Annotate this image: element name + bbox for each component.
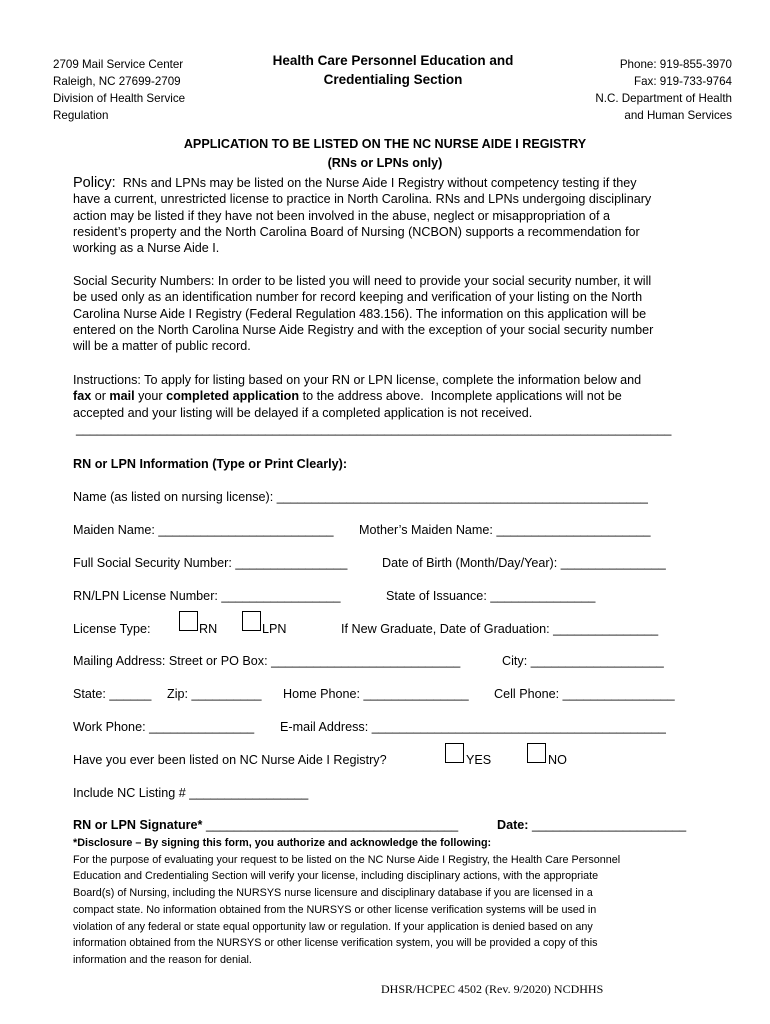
section-name-line: Credentialing Section	[323, 72, 463, 87]
graduation-row	[341, 622, 658, 636]
policy-line: action may be listed if they have not been involved in the abuse, neglect or misappropriation of a	[73, 208, 610, 223]
policy-line: have a current, unrestricted license to practice in North Carolina. RNs and LPNs undergoing disciplinary	[73, 192, 652, 207]
mailing-address-label: Mailing Address: Street or PO Box:	[73, 654, 272, 668]
form-number: DHSR/HCPEC 4502 (Rev. 9/2020) NCDHHS	[381, 982, 604, 996]
section-name-line: Health Care Personnel Education and	[272, 53, 514, 68]
cell-phone-label: Cell Phone:	[494, 687, 563, 701]
state-issuance-row	[386, 589, 595, 603]
ssn-row	[73, 556, 347, 570]
instructions-paragraph	[73, 372, 671, 437]
cell-phone-row	[494, 687, 675, 701]
yes-option-label: YES	[466, 753, 492, 767]
graduation-date-field[interactable]: _______________	[553, 622, 659, 636]
rn-checkbox[interactable]	[179, 611, 198, 631]
city-label: City:	[502, 654, 531, 668]
home-phone-field[interactable]: _______________	[363, 687, 469, 701]
mailing-address-row	[73, 654, 460, 668]
work-phone-row	[73, 720, 254, 734]
sender-address	[53, 56, 185, 124]
work-phone-label: Work Phone:	[73, 720, 150, 734]
signature-field[interactable]: ____________________________________	[205, 818, 459, 832]
contact-info	[595, 56, 732, 124]
ssn-label: Full Social Security Number:	[73, 556, 236, 570]
license-type-label: License Type:	[73, 622, 151, 636]
listing-number-field[interactable]: _________________	[189, 786, 309, 800]
disclosure-line: information obtained from the NURSYS or other license verification system, you will be provided a copy of this	[73, 937, 598, 950]
address-line: 2709 Mail Service Center	[53, 58, 184, 71]
department-line: N.C. Department of Health	[595, 92, 732, 105]
instructions-line: Instructions: To apply for listing based on your RN or LPN license, complete the information below and	[73, 373, 642, 387]
instructions-line	[73, 388, 671, 404]
home-phone-row	[283, 687, 469, 701]
phone: Phone: 919-855-3970	[619, 58, 732, 71]
name-field[interactable]: _____________________________________________________	[276, 490, 648, 504]
email-label: E-mail Address:	[280, 720, 372, 734]
state-row	[73, 687, 151, 701]
graduation-label: If New Graduate, Date of Graduation:	[341, 622, 554, 636]
disclosure-line: Board(s) of Nursing, including the NURSYS nurse licensure and disciplinary database if you are licensed in a	[73, 887, 593, 900]
license-number-label: RN/LPN License Number:	[73, 589, 222, 603]
signature-label: RN or LPN Signature*	[73, 818, 206, 832]
home-phone-label: Home Phone:	[283, 687, 364, 701]
completed-application-phrase: completed application	[166, 389, 300, 404]
maiden-name-field[interactable]: _________________________	[158, 523, 334, 537]
ssn-paragraph	[73, 273, 653, 354]
name-label: Name (as listed on nursing license):	[73, 490, 277, 504]
dob-row	[382, 556, 666, 570]
dob-field[interactable]: _______________	[560, 556, 666, 570]
email-row	[280, 720, 666, 734]
maiden-name-row	[73, 523, 334, 537]
maiden-name-label: Maiden Name:	[73, 523, 159, 537]
instructions-rest: to the address above. Incomplete applications will not be	[299, 389, 622, 404]
separator-rule: _____________________________________________________________________________________	[76, 421, 672, 436]
license-number-field[interactable]: _________________	[221, 589, 341, 603]
ssn-line: entered on the North Carolina Nurse Aide Registry and with the exception of your social security number	[73, 322, 654, 337]
fax-word: fax	[73, 389, 92, 404]
lpn-option-label: LPN	[262, 622, 287, 636]
state-label: State:	[73, 687, 110, 701]
zip-label: Zip:	[167, 687, 192, 701]
disclosure-line: violation of any federal or state equal opportunity law or regulation. If your application is denied based on any	[73, 920, 593, 933]
policy-line: working as a Nurse Aide I.	[73, 241, 220, 256]
zip-row	[167, 687, 262, 701]
rn-option-label: RN	[199, 622, 218, 636]
registry-question: Have you ever been listed on NC Nurse Aide I Registry?	[73, 753, 387, 767]
yes-checkbox[interactable]	[445, 743, 464, 763]
disclosure-line: compact state. No information obtained from the NURSYS or other license verification systems will be used in	[73, 903, 597, 916]
state-field[interactable]: ______	[109, 687, 152, 701]
fax: Fax: 919-733-9764	[634, 75, 732, 88]
license-number-row	[73, 589, 340, 603]
policy-line: RNs and LPNs may be listed on the Nurse Aide I Registry without competency testing if they	[115, 176, 637, 190]
address-line: Raleigh, NC 27699-2709	[53, 75, 181, 88]
date-label: Date:	[497, 818, 532, 832]
state-issuance-label: State of Issuance:	[386, 589, 491, 603]
policy-line: resident’s property and the North Carolina Board of Nursing (NCBON) supports a recommendation for	[73, 224, 640, 239]
ssn-line: Social Security Numbers: In order to be listed you will need to provide your social security number, it will	[73, 274, 652, 288]
ssn-line: be used only as an identification number for record keeping and verification of your listing on the North	[73, 290, 643, 305]
no-option-label: NO	[548, 753, 567, 767]
email-field[interactable]: __________________________________________	[371, 720, 666, 734]
form-title: APPLICATION TO BE LISTED ON THE NC NURSE AIDE I REGISTRY	[183, 137, 587, 151]
or-word: or	[91, 389, 110, 404]
section-heading: RN or LPN Information (Type or Print Clearly):	[73, 457, 348, 471]
date-row	[497, 818, 686, 832]
signature-row	[73, 818, 458, 832]
disclosure-line: For the purpose of evaluating your request to be listed on the NC Nurse Aide I Registry, the Health Care Personnel	[73, 853, 621, 866]
date-field[interactable]: ______________________	[532, 818, 687, 832]
form-subtitle: (RNs or LPNs only)	[327, 156, 443, 170]
state-issuance-field[interactable]: _______________	[490, 589, 596, 603]
your-word: your	[134, 389, 167, 404]
address-line: Regulation	[53, 109, 109, 122]
mothers-maiden-name-field[interactable]: ______________________	[496, 523, 651, 537]
disclosure-block	[73, 835, 620, 969]
mothers-maiden-name-label: Mother’s Maiden Name:	[359, 523, 497, 537]
address-line: Division of Health Service	[53, 92, 186, 105]
disclosure-line: Education and Credentialing Section will verify your license, including disciplinary actions, with the appropriate	[73, 870, 599, 883]
mail-word: mail	[109, 389, 135, 404]
city-field[interactable]: ___________________	[530, 654, 664, 668]
ssn-line: will be a matter of public record.	[73, 339, 251, 354]
dob-label: Date of Birth (Month/Day/Year):	[382, 556, 561, 570]
disclosure-heading: *Disclosure – By signing this form, you authorize and acknowledge the following:	[73, 837, 492, 849]
name-field-row	[73, 490, 648, 504]
ssn-line: Carolina Nurse Aide I Registry (Federal Regulation 483.156). The information on this application will be	[73, 306, 647, 321]
instructions-line: accepted and your listing will be delayed if a completed application is not received.	[73, 405, 533, 420]
policy-paragraph	[73, 175, 651, 256]
listing-number-label: Include NC Listing #	[73, 786, 190, 800]
policy-label: Policy:	[73, 175, 116, 191]
no-checkbox[interactable]	[527, 743, 546, 763]
cell-phone-field[interactable]: ________________	[562, 687, 675, 701]
section-name	[230, 51, 556, 89]
work-phone-field[interactable]: _______________	[149, 720, 255, 734]
disclosure-line: information and the reason for denial.	[73, 953, 252, 966]
ssn-field[interactable]: ________________	[235, 556, 348, 570]
city-row	[502, 654, 664, 668]
lpn-checkbox[interactable]	[242, 611, 261, 631]
department-line: and Human Services	[624, 109, 732, 122]
zip-field[interactable]: __________	[191, 687, 262, 701]
listing-number-row	[73, 786, 308, 800]
mailing-address-field[interactable]: ___________________________	[271, 654, 461, 668]
mothers-maiden-name-row	[359, 523, 651, 537]
